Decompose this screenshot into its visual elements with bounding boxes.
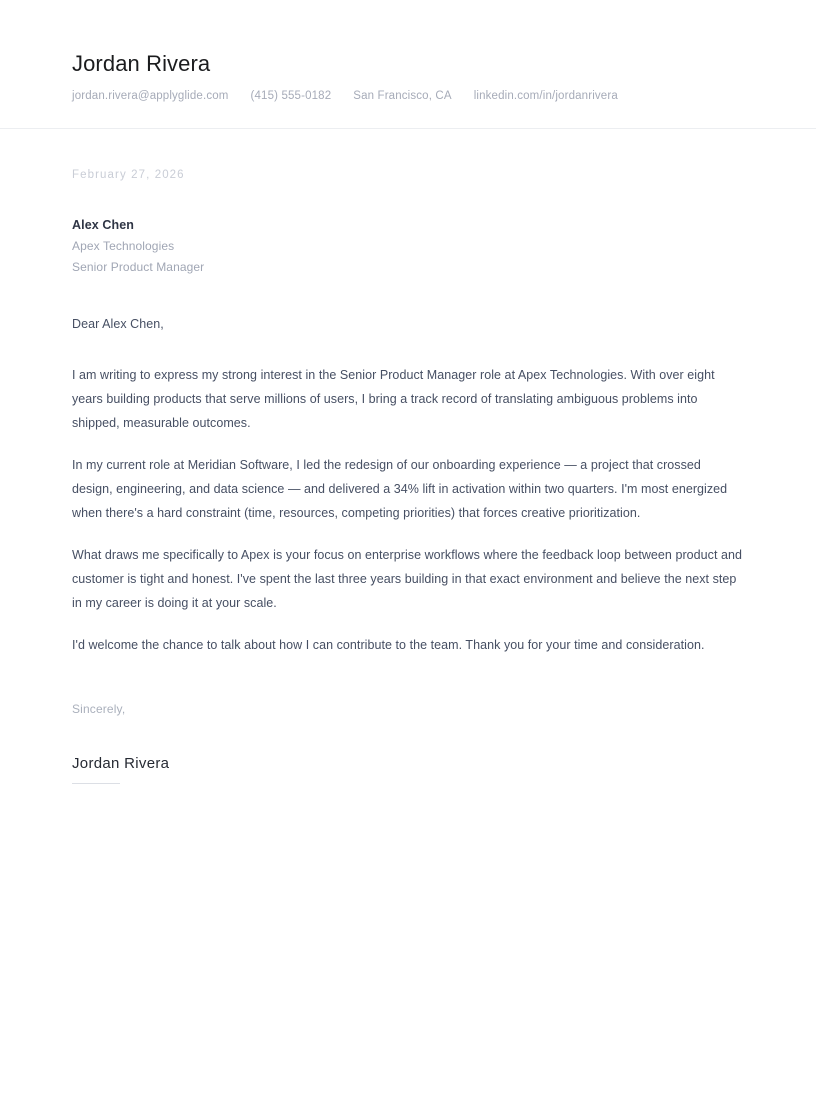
letter-date: February 27, 2026 [72,169,185,181]
body-paragraph-1: I am writing to express my strong interest in the Senior Product Manager role at Apex Technologies. With over eight years building products that serve millions of users, I bring a track record of translating ambiguous problems into shipped, measurable outcomes. [72,368,715,430]
signature-block [0,657,816,784]
closing-salutation: Sincerely, [72,702,126,716]
signature-rule [72,783,120,784]
contact-linkedin[interactable]: linkedin.com/in/jordanrivera [473,90,618,102]
recipient-company: Apex Technologies [72,239,175,253]
contact-phone[interactable]: (415) 555-0182 [250,90,332,102]
contact-location: San Francisco, CA [353,90,452,102]
sender-name: Jordan Rivera [72,51,211,76]
letter-body [0,129,816,657]
body-paragraph-2: In my current role at Meridian Software, I led the redesign of our onboarding experience — a project that crossed design, engineering, and data science — and delivered a 34% lift in activation within two quarters. I'm most energized when there's a hard constraint (time, resources, competing priorities) that forces creative prioritization. [72,458,728,520]
body-paragraph-4: I'd welcome the chance to talk about how I can contribute to the team. Thank you for your time and consideration. [72,638,705,652]
recipient-name: Alex Chen [72,218,135,232]
recipient-role: Senior Product Manager [72,260,205,274]
salutation: Dear Alex Chen, [72,317,164,331]
contact-email[interactable]: jordan.rivera@applyglide.com [72,90,229,102]
body-paragraph-3: What draws me specifically to Apex is your focus on enterprise workflows where the feedback loop between product and customer is tight and honest. I've spent the last three years building in that exact environment and believe the next step in my career is doing it at your scale. [72,548,743,610]
contact-line [72,88,744,104]
letter-header [0,0,816,129]
recipient-block [72,215,744,278]
signature-name: Jordan Rivera [72,755,170,772]
